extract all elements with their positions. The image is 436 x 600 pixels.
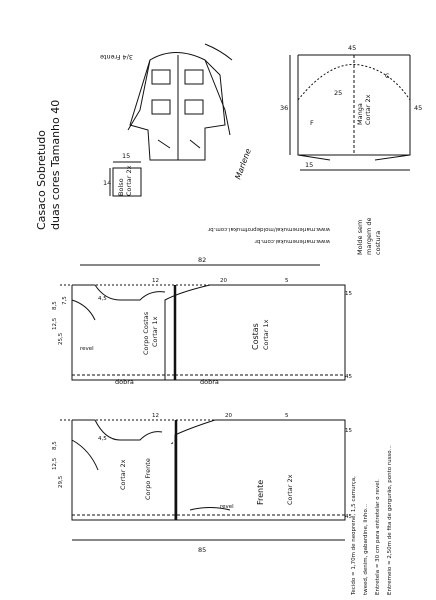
costas-revel: revel [80,346,94,352]
frente-halfa: 12 [152,413,159,419]
manga-top: 45 [348,44,357,52]
signature: Marlene [233,147,253,181]
title-line2: duas cores Tamanho 40 [49,99,62,230]
coat-illustration [128,44,232,160]
tecido-line-2: tweed, denim, gabardine, linho... [363,504,369,595]
costas-nv2: 4,5 [98,296,107,302]
costas-name1: Corpo Costas [142,311,150,355]
frente-revel: revel [220,504,234,510]
costas-halfa: 12 [152,278,159,284]
costas-name4: Cortar 1x [262,319,270,350]
manga-name: Manga [356,103,364,125]
frente-total: 85 [198,546,207,554]
frente-front-w: 29,5 [58,475,64,488]
costas-fold1: dobra [115,378,134,386]
website-2: www.marlenemukai/moldeprofmukai.com.br [207,226,330,232]
frente-name2: Cortar 2x [119,459,127,490]
frente-h45: 45 [345,514,352,520]
frente-neck-w: 8,5 [52,441,58,450]
views-label: 3/4 Frente [100,53,133,61]
frente-shoulder: 12,5 [52,457,58,470]
costas-shoulder: 12,5 [52,317,58,330]
manga-bottom: 15 [305,161,314,169]
frente-name3: Frente [256,479,265,505]
tecido-line-4: Entremeio = 2,50m de fita de gorgurão, ponto russo... [387,445,393,595]
frente-seg5: 5 [285,413,289,419]
frente-seg20: 20 [225,413,232,419]
costas-name3: Costas [251,323,260,350]
manga-f: F [310,119,314,127]
manga-height: 45 [414,104,423,112]
manga-piece [290,55,410,170]
tecido-line-1: Tecido = 1,70m de neoprene, 1,5 camurça, [351,476,357,595]
costas-seg20: 20 [220,278,227,284]
frente-name4: Cortar 2x [286,474,294,505]
manga-left: 36 [280,104,289,112]
costas-neck-w: 8,5 [52,301,58,310]
costas-h45: 45 [345,374,352,380]
costas-total: 82 [198,256,207,264]
frente-nv: 4,5 [98,436,107,442]
costas-seg5: 5 [285,278,289,284]
manga-cut: Cortar 2x [364,94,372,125]
bolso-h: 15 [122,152,131,160]
molde-note-3: costura [374,230,382,255]
title-line1: Casaco Sobretudo [35,130,48,230]
costas-name2: Cortar 1x [151,316,159,347]
bolso-cut: Cortar 2x [125,165,133,196]
costas-back-w: 25,5 [58,332,64,345]
website-1: www.marlenemukai.com.br [254,238,330,244]
manga-cap: 25 [334,89,343,97]
bolso-name: Bolso [117,178,125,196]
molde-note-1: Molde sem [356,219,364,255]
bolso-w: 14 [103,179,112,187]
frente-h15: 15 [345,428,352,434]
manga-c: C [385,72,390,80]
frente-name1: Corpo Frente [144,458,152,500]
costas-nv: 7,5 [62,296,68,305]
tecido-line-3: Entretela = 30 cm para entretelar o revel. [375,479,381,595]
frente-pattern [60,420,345,520]
costas-h15: 15 [345,291,352,297]
costas-fold2: dobra [200,378,219,386]
molde-note-2: margem de [365,217,373,255]
